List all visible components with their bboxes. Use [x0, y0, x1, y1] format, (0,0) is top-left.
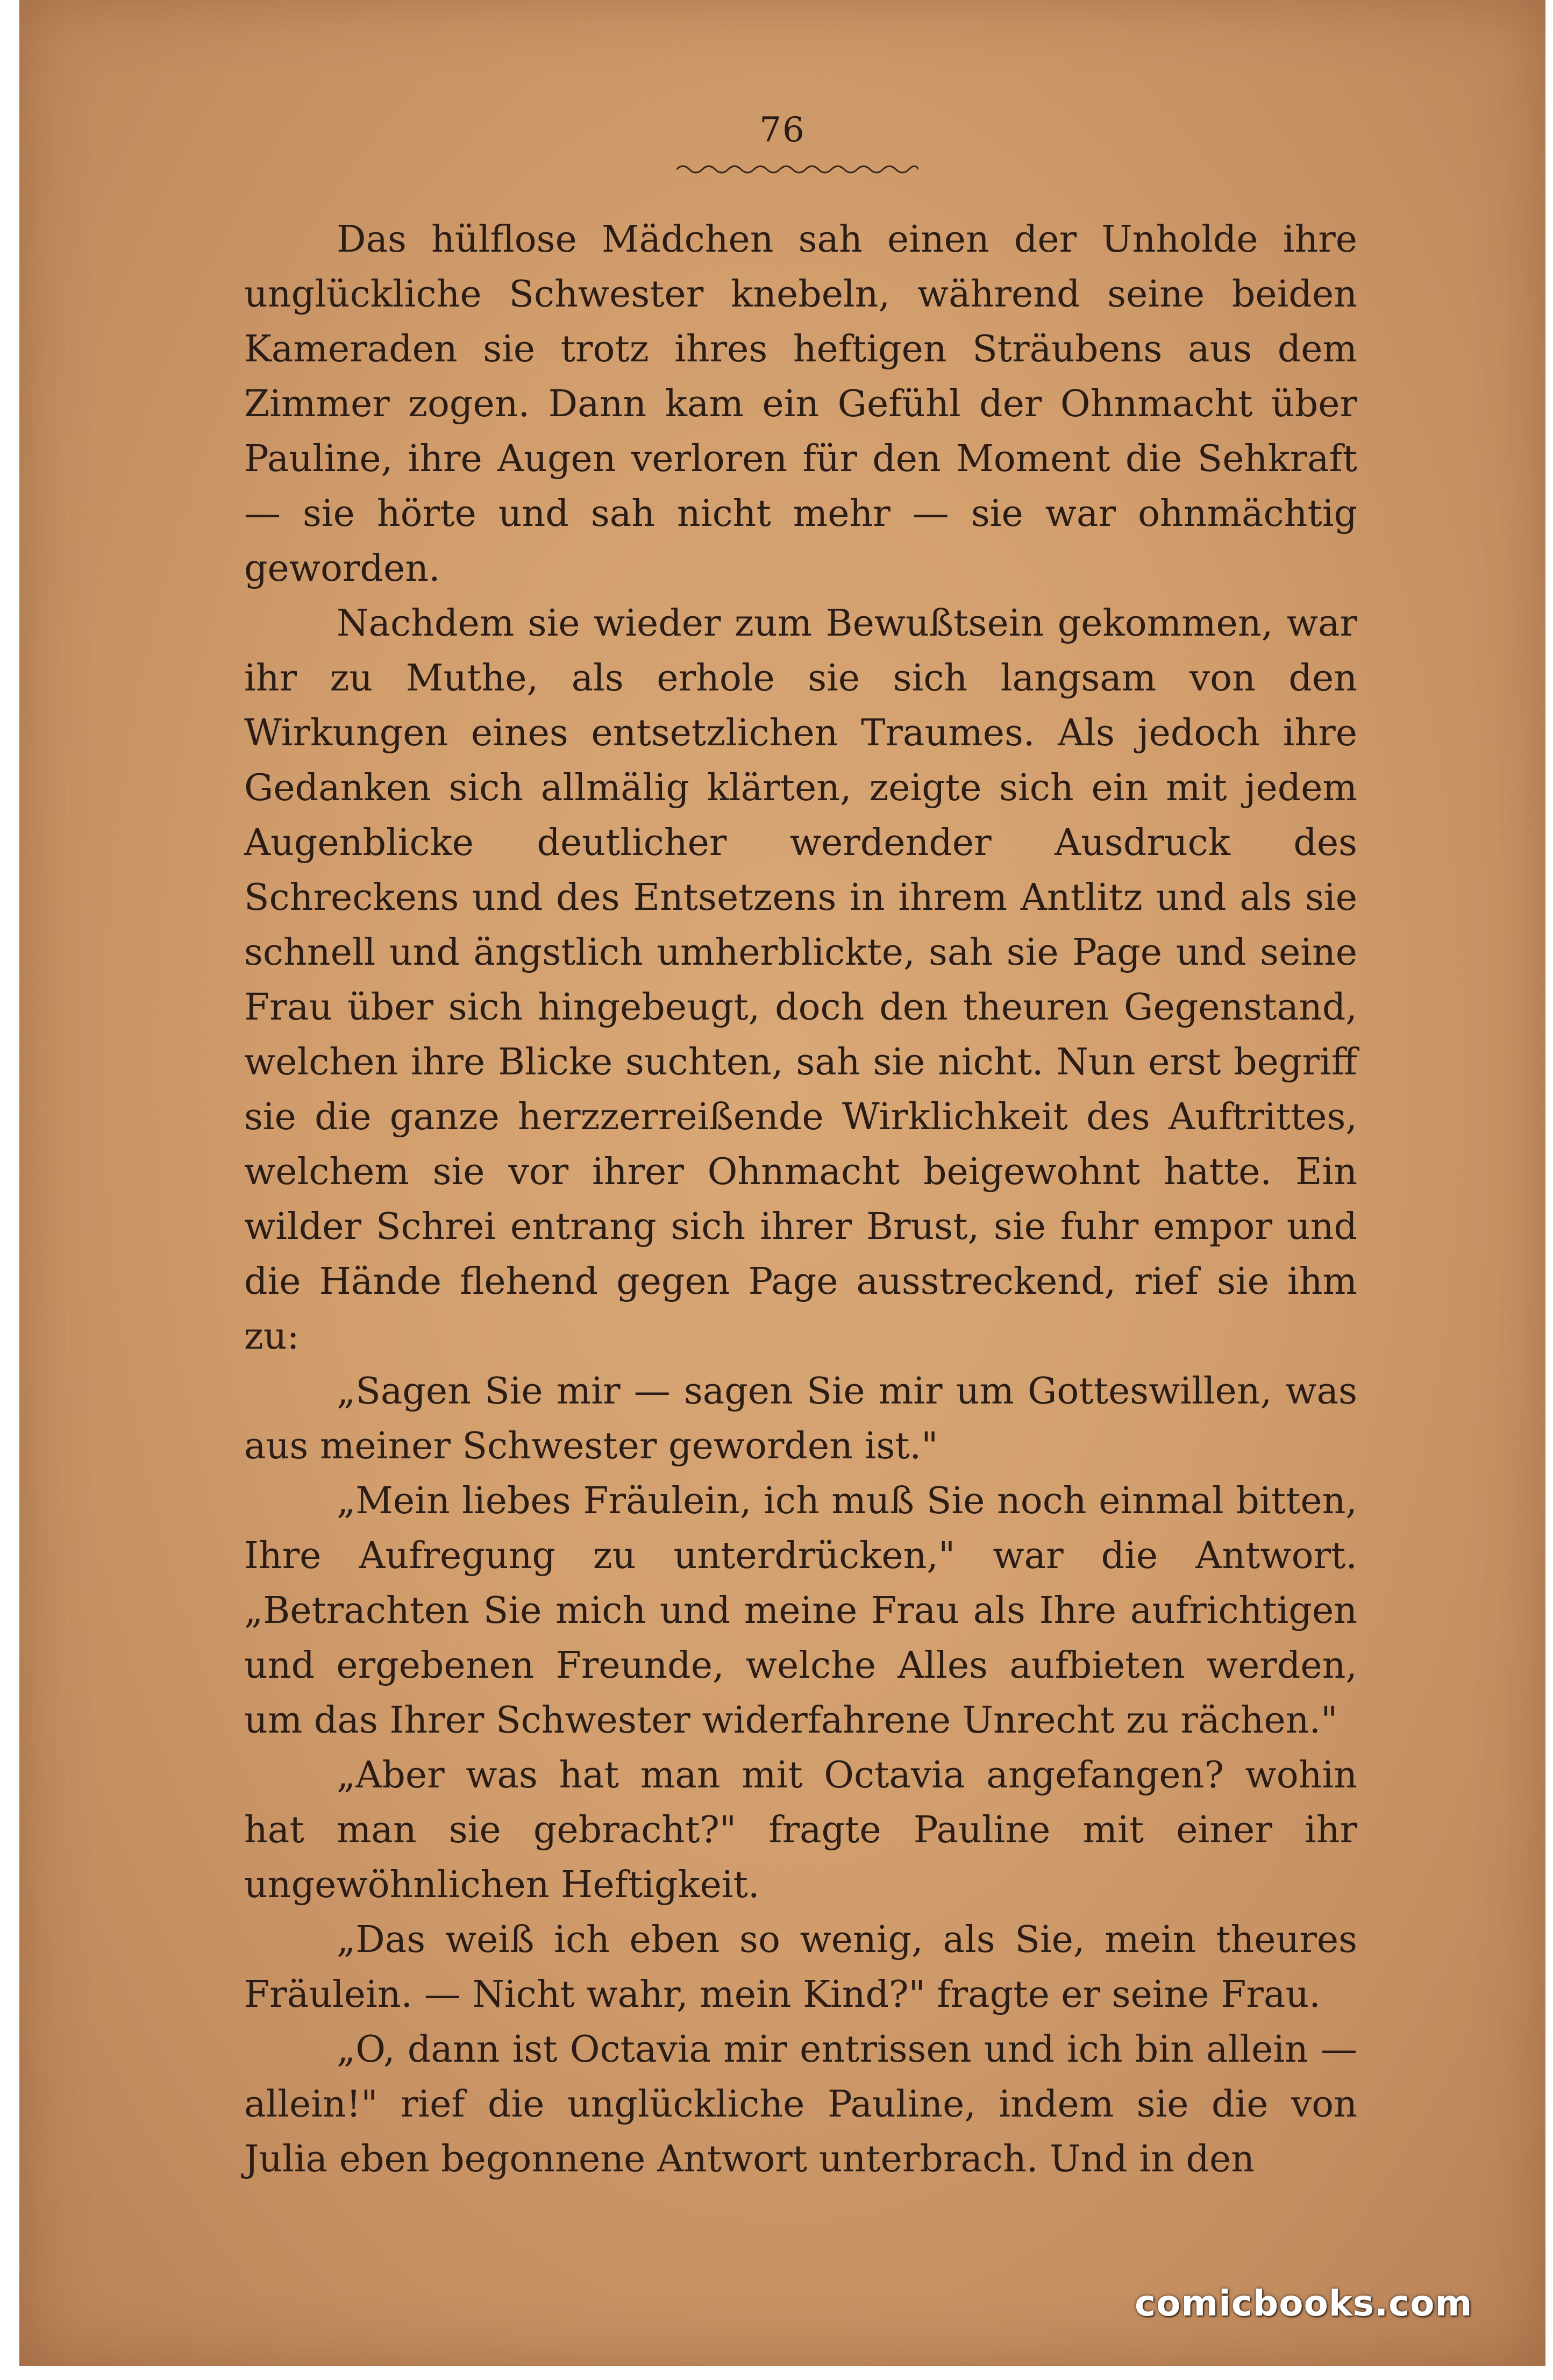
paragraph: „O, dann ist Octavia mir entrissen und ich bin allein — allein!" rief die unglückliche Pauline, indem sie die von Julia eben begonnene Antwort unterbrach. Und in den: [244, 2028, 1357, 2181]
paragraph: „Das weiß ich eben so wenig, als Sie, mein theures Fräulein. — Nicht wahr, mein Kind?" fragte er seine Frau.: [244, 1919, 1357, 2016]
book-page: [19, 0, 1545, 2366]
site-watermark: comicbooks.com: [1135, 2283, 1473, 2324]
wavy-rule-ornament: [676, 161, 918, 177]
paragraph: „Sagen Sie mir — sagen Sie mir um Gotteswillen, was aus meiner Schwester geworden ist.": [244, 1370, 1357, 1467]
paragraph: „Aber was hat man mit Octavia angefangen? wohin hat man sie gebracht?" fragte Pauline mit einer ihr ungewöhnlichen Heftigkeit.: [244, 1754, 1357, 1906]
paragraph: Das hülflose Mädchen sah einen der Unholde ihre unglückliche Schwester knebeln, während seine beiden Kameraden sie trotz ihres heftigen Sträubens aus dem Zimmer zogen. Dann kam ein Gefühl der Ohnmacht über Pauline, ihre Augen verloren für den Moment die Sehkraft — sie hörte und sah nicht mehr — sie war ohnmächtig geworden.: [244, 218, 1357, 590]
body-text: [244, 212, 1357, 2187]
paragraph: „Mein liebes Fräulein, ich muß Sie noch einmal bitten, Ihre Aufregung zu unterdrücken," war die Antwort. „Betrachten Sie mich und meine Frau als Ihre aufrichtigen und ergebenen Freunde, welche Alles aufbieten werden, um das Ihrer Schwester widerfahrene Unrecht zu rächen.": [244, 1480, 1357, 1742]
page-number: 76: [759, 110, 806, 150]
paragraph: Nachdem sie wieder zum Bewußtsein gekommen, war ihr zu Muthe, als erhole sie sich langsam von den Wirkungen eines entsetzlichen Traumes. Als jedoch ihre Gedanken sich allmälig klärten, zeigte sich ein mit jedem Augenblicke deutlicher werdender Ausdruck des Schreckens und des Entsetzens in ihrem Antlitz und als sie schnell und ängstlich umherblickte, sah sie Page und seine Frau über sich hingebeugt, doch den theuren Gegenstand, welchen ihre Blicke suchten, sah sie nicht. Nun erst begriff sie die ganze herzzerreißende Wirklichkeit des Auftrittes, welchem sie vor ihrer Ohnmacht beigewohnt hatte. Ein wilder Schrei entrang sich ihrer Brust, sie fuhr empor und die Hände flehend gegen Page ausstreckend, rief sie ihm zu:: [244, 602, 1357, 1358]
